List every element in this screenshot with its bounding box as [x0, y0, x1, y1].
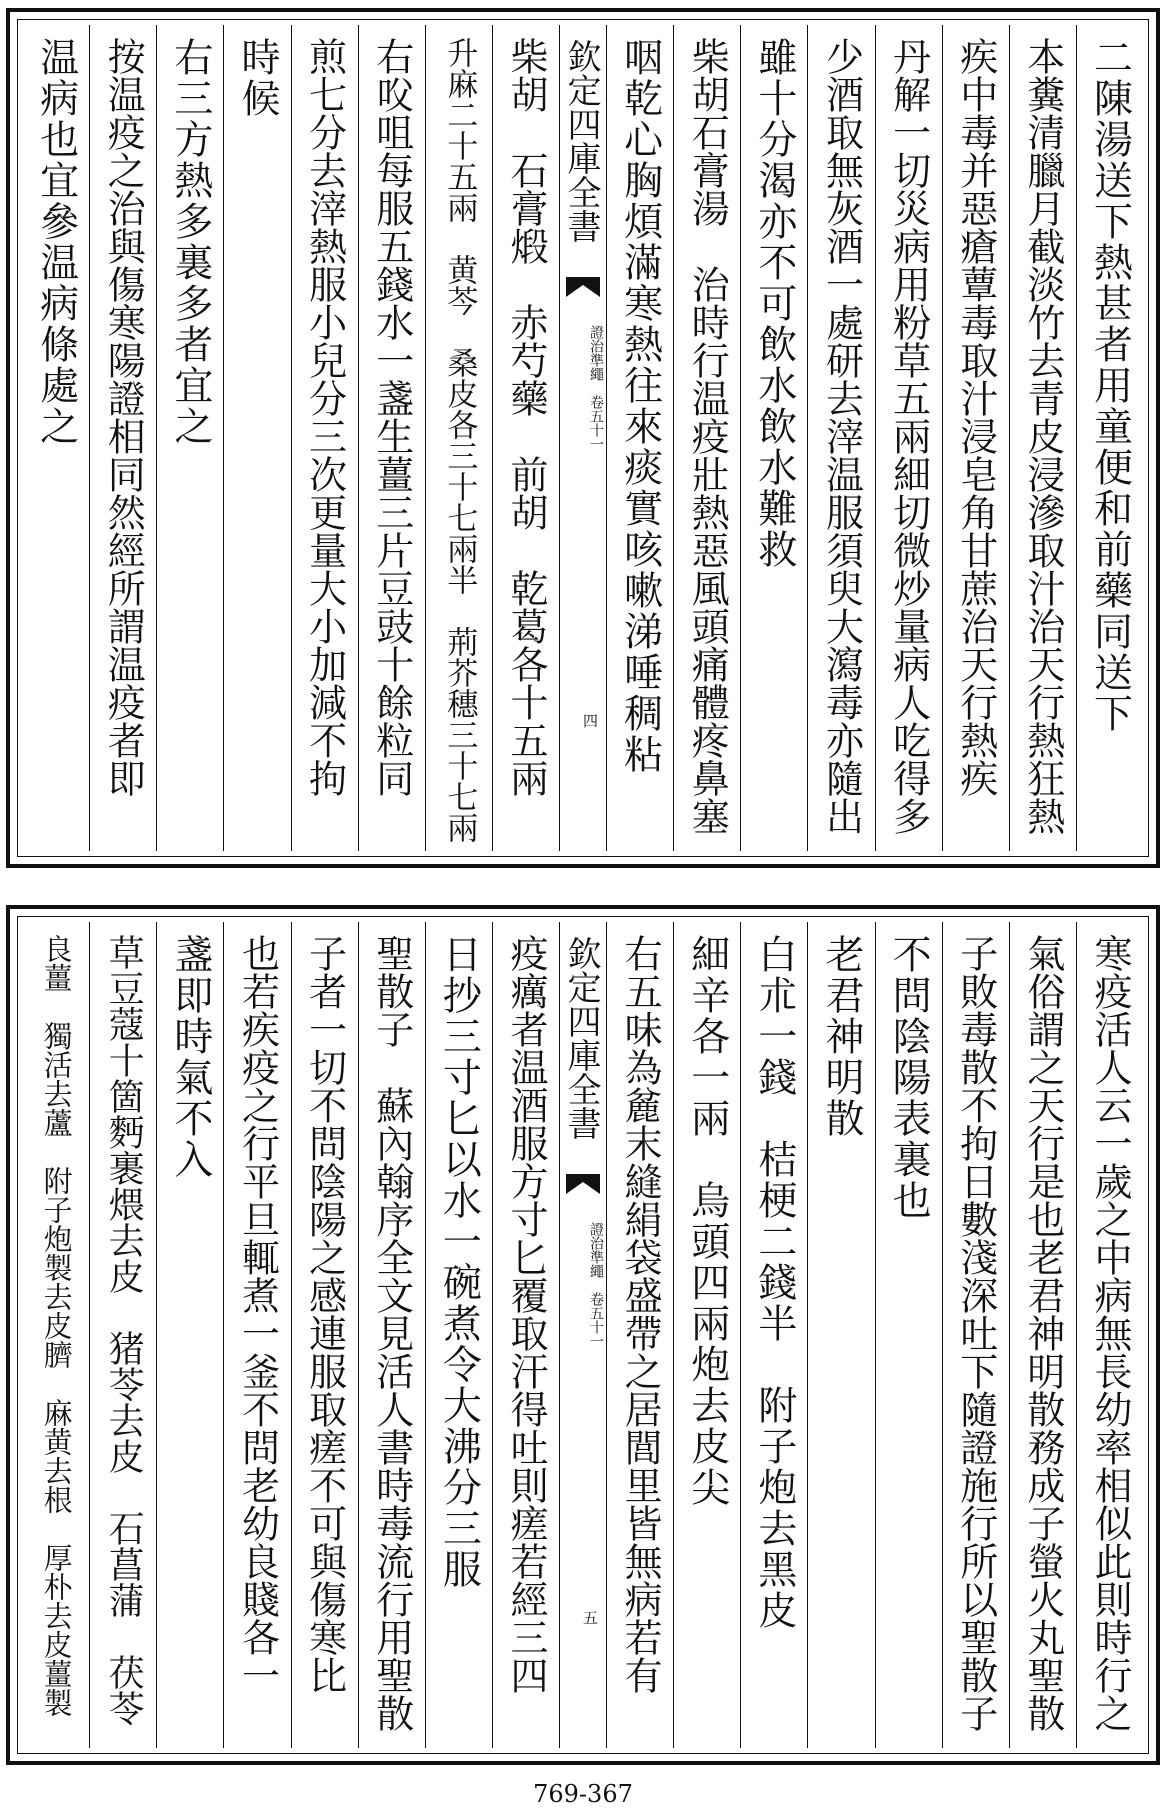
column-text: 咽乾心胸煩滿寒熱往來痰實咳嗽涕唾稠粘	[617, 37, 663, 775]
text-column	[89, 922, 156, 1748]
text-column	[875, 25, 942, 851]
column-text: 不問陰陽表裏也	[886, 934, 932, 1221]
column-text: 良薑 獨活去蘆 附子炮製去皮臍 麻黄去根 厚朴去皮薑製	[39, 934, 74, 1717]
text-column	[223, 25, 290, 851]
column-text: 柴胡 石膏煅 赤芍藥 前胡 乾葛各十五兩	[503, 37, 548, 797]
banner-page-number: 五	[581, 1610, 599, 1625]
column-text: 右㕮咀每服五錢水一盞生薑三片豆豉十餘粒同	[369, 37, 414, 797]
column-text: 丹解一切災病用粉草五兩細切微炒量病人吃得多	[886, 37, 931, 835]
text-column	[23, 25, 89, 851]
column-text: 煎七分去滓熱服小兒分三次更量大小加減不拘	[302, 37, 347, 797]
text-column	[358, 922, 425, 1748]
text-column	[875, 922, 942, 1748]
text-column	[942, 25, 1009, 851]
banner-page-number: 四	[581, 713, 599, 728]
text-column	[942, 922, 1009, 1748]
text-column	[1009, 25, 1076, 851]
text-column	[1009, 922, 1076, 1748]
text-column	[23, 922, 89, 1748]
column-text: 聖散子 蘇內翰序全文見活人書時毒流行用聖散	[369, 934, 414, 1732]
text-column	[740, 922, 807, 1748]
column-text: 時候	[234, 37, 280, 119]
lower-page	[6, 905, 1160, 1765]
text-column	[223, 922, 290, 1748]
upper-columns	[23, 25, 1143, 851]
text-column	[807, 25, 874, 851]
banner-subtitle: 證治準繩 卷五十一	[588, 325, 604, 451]
column-text: 白朮一錢 桔梗二錢半 附子炮去黑皮	[751, 934, 797, 1631]
column-text: 右三方熱多裏多者宜之	[167, 37, 213, 447]
column-text: 日抄三寸匕以水一碗煮令大沸分三服	[436, 934, 482, 1590]
text-column	[740, 25, 807, 851]
column-text: 氣俗謂之天行是也老君神明散務成子螢火丸聖散	[1020, 934, 1065, 1732]
column-text: 細辛各一兩 烏頭四兩炮去皮尖	[684, 934, 730, 1508]
text-column	[89, 25, 156, 851]
text-column	[425, 25, 492, 851]
lower-columns	[23, 922, 1143, 1748]
column-text: 雖十分渴亦不可飲水飲水難救	[751, 37, 797, 570]
column-text: 疾中毒并惡瘡蕈毒取汁浸皂角甘蔗治天行熱疾	[953, 37, 998, 797]
column-text: 温病也宜參温病條處之	[33, 37, 79, 447]
text-column	[291, 25, 358, 851]
text-column	[156, 922, 223, 1748]
text-column	[673, 922, 740, 1748]
column-text: 子者一切不問陰陽之感連服取瘥不可與傷寒比	[302, 934, 347, 1694]
fish-tail-icon	[566, 277, 600, 297]
column-text: 少酒取無灰酒一處研去滓温服須臾大瀉毒亦隨出	[819, 37, 864, 835]
column-text: 疫癘者温酒服方寸匕覆取汗得吐則瘥若經三四	[503, 934, 548, 1694]
banner-title: 欽定四庫全書	[561, 936, 601, 1140]
text-column	[1076, 25, 1143, 851]
column-text: 也若疾疫之行平旦輒煮一釜不問老幼良賤各一	[235, 934, 280, 1694]
text-column	[156, 25, 223, 851]
column-text: 按温疫之治與傷寒陽證相同然經所謂温疫者即	[101, 37, 146, 797]
page-footer-number: 769-367	[533, 1780, 633, 1808]
column-text: 升麻二十五兩 黄芩 桑皮各三十七兩半 荊芥穗三十七兩	[441, 37, 478, 843]
column-text: 本糞清臘月截淡竹去青皮浸滲取汁治天行熱狂熱	[1020, 37, 1065, 835]
fish-tail-icon	[566, 1174, 600, 1194]
banner-title: 欽定四庫全書	[561, 39, 601, 243]
banner-subtitle: 證治準繩 卷五十一	[588, 1222, 604, 1348]
column-text: 寒疫活人云一歲之中病無長幼率相似此則時行之	[1087, 934, 1132, 1732]
text-column	[1076, 922, 1143, 1748]
center-banner	[559, 922, 606, 1748]
column-text: 二陳湯送下熱甚者用童便和前藥同送下	[1087, 37, 1133, 734]
text-column	[291, 922, 358, 1748]
text-column	[606, 25, 673, 851]
text-column	[807, 922, 874, 1748]
column-text: 柴胡石膏湯 治時行温疫壯熱惡風頭痛體疼鼻塞	[685, 37, 730, 835]
upper-page	[6, 8, 1160, 868]
text-column	[673, 25, 740, 851]
text-column	[492, 922, 559, 1748]
column-text: 盞即時氣不入	[167, 934, 213, 1180]
column-text: 子敗毒散不拘日數淺深吐下隨證施行所以聖散子	[953, 934, 998, 1732]
text-column	[492, 25, 559, 851]
column-text: 草豆蔻十箇麪裹煨去皮 猪苓去皮 石菖蒲 茯苓	[103, 934, 145, 1726]
text-column	[358, 25, 425, 851]
text-column	[606, 922, 673, 1748]
column-text: 右五味為麄末縫絹袋盛帶之居閭里皆無病若有	[618, 934, 663, 1694]
column-text: 老君神明散	[818, 934, 864, 1139]
center-banner	[559, 25, 606, 851]
text-column	[425, 922, 492, 1748]
